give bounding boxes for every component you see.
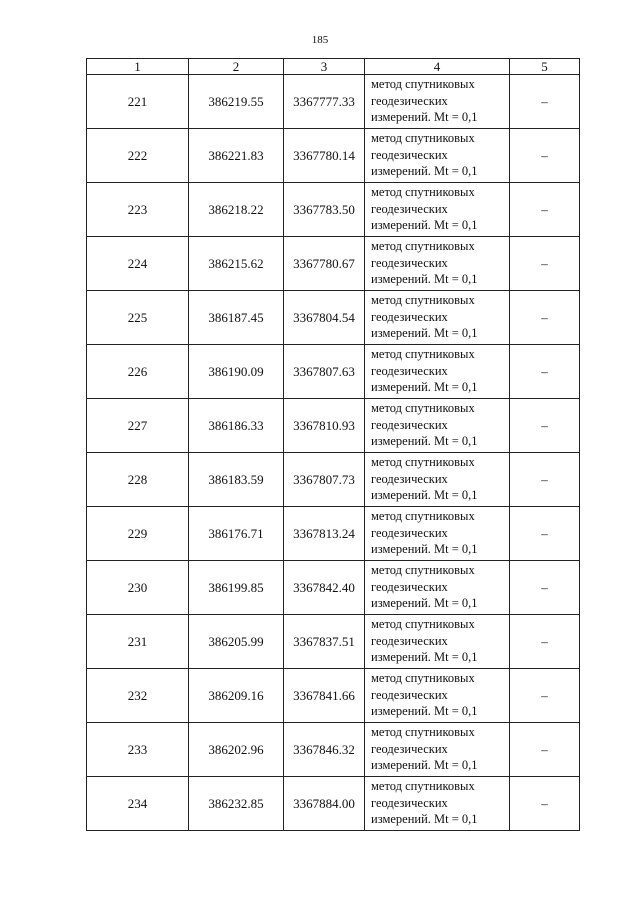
method-line: геодезических xyxy=(371,255,448,270)
method-line: геодезических xyxy=(371,93,448,108)
table-header-row xyxy=(87,59,580,75)
y-coordinate-cell: 3367810.93 xyxy=(284,399,365,453)
table-row xyxy=(87,345,580,399)
method-line: геодезических xyxy=(371,795,448,810)
point-number-cell: 232 xyxy=(87,669,189,723)
x-coordinate-cell: 386205.99 xyxy=(189,615,284,669)
x-coordinate-cell: 386176.71 xyxy=(189,507,284,561)
point-number-cell: 234 xyxy=(87,777,189,831)
point-number-cell: 231 xyxy=(87,615,189,669)
table-row xyxy=(87,615,580,669)
method-cell xyxy=(365,507,510,561)
coordinates-table xyxy=(86,58,580,831)
table-row xyxy=(87,669,580,723)
table-row xyxy=(87,561,580,615)
note-cell: – xyxy=(510,75,580,129)
point-number-cell: 228 xyxy=(87,453,189,507)
note-cell: – xyxy=(510,345,580,399)
y-coordinate-cell: 3367804.54 xyxy=(284,291,365,345)
method-line: метод спутниковых xyxy=(371,401,475,415)
note-cell: – xyxy=(510,129,580,183)
method-line: метод спутниковых xyxy=(371,509,475,523)
method-line: измерений. Mt = 0,1 xyxy=(371,164,478,178)
note-cell: – xyxy=(510,561,580,615)
method-cell xyxy=(365,291,510,345)
column-header-1: 1 xyxy=(87,59,189,75)
method-cell xyxy=(365,723,510,777)
y-coordinate-cell: 3367807.63 xyxy=(284,345,365,399)
method-line: измерений. Mt = 0,1 xyxy=(371,272,478,286)
method-line: геодезических xyxy=(371,579,448,594)
method-cell xyxy=(365,129,510,183)
x-coordinate-cell: 386232.85 xyxy=(189,777,284,831)
method-line: метод спутниковых xyxy=(371,77,475,91)
method-line: метод спутниковых xyxy=(371,779,475,793)
point-number-cell: 225 xyxy=(87,291,189,345)
method-line: геодезических xyxy=(371,363,448,378)
note-cell: – xyxy=(510,777,580,831)
table-row xyxy=(87,723,580,777)
x-coordinate-cell: 386183.59 xyxy=(189,453,284,507)
table-row xyxy=(87,507,580,561)
x-coordinate-cell: 386202.96 xyxy=(189,723,284,777)
method-cell xyxy=(365,399,510,453)
method-line: геодезических xyxy=(371,525,448,540)
y-coordinate-cell: 3367783.50 xyxy=(284,183,365,237)
method-line: измерений. Mt = 0,1 xyxy=(371,542,478,556)
column-header-3: 3 xyxy=(284,59,365,75)
method-line: метод спутниковых xyxy=(371,293,475,307)
note-cell: – xyxy=(510,183,580,237)
note-cell: – xyxy=(510,669,580,723)
y-coordinate-cell: 3367842.40 xyxy=(284,561,365,615)
x-coordinate-cell: 386199.85 xyxy=(189,561,284,615)
point-number-cell: 229 xyxy=(87,507,189,561)
y-coordinate-cell: 3367777.33 xyxy=(284,75,365,129)
note-cell: – xyxy=(510,291,580,345)
note-cell: – xyxy=(510,507,580,561)
y-coordinate-cell: 3367884.00 xyxy=(284,777,365,831)
method-line: геодезических xyxy=(371,471,448,486)
method-line: измерений. Mt = 0,1 xyxy=(371,596,478,610)
point-number-cell: 222 xyxy=(87,129,189,183)
table-row xyxy=(87,183,580,237)
method-line: метод спутниковых xyxy=(371,185,475,199)
y-coordinate-cell: 3367807.73 xyxy=(284,453,365,507)
y-coordinate-cell: 3367841.66 xyxy=(284,669,365,723)
column-header-4: 4 xyxy=(365,59,510,75)
x-coordinate-cell: 386209.16 xyxy=(189,669,284,723)
method-line: измерений. Mt = 0,1 xyxy=(371,110,478,124)
method-cell xyxy=(365,561,510,615)
method-line: метод спутниковых xyxy=(371,455,475,469)
method-cell xyxy=(365,453,510,507)
method-line: измерений. Mt = 0,1 xyxy=(371,380,478,394)
method-cell xyxy=(365,615,510,669)
y-coordinate-cell: 3367780.67 xyxy=(284,237,365,291)
method-line: метод спутниковых xyxy=(371,347,475,361)
method-line: геодезических xyxy=(371,633,448,648)
column-header-5: 5 xyxy=(510,59,580,75)
note-cell: – xyxy=(510,615,580,669)
method-line: геодезических xyxy=(371,147,448,162)
method-cell xyxy=(365,777,510,831)
point-number-cell: 233 xyxy=(87,723,189,777)
method-line: геодезических xyxy=(371,201,448,216)
method-line: измерений. Mt = 0,1 xyxy=(371,488,478,502)
method-cell xyxy=(365,669,510,723)
method-line: метод спутниковых xyxy=(371,563,475,577)
method-line: измерений. Mt = 0,1 xyxy=(371,704,478,718)
x-coordinate-cell: 386187.45 xyxy=(189,291,284,345)
point-number-cell: 224 xyxy=(87,237,189,291)
y-coordinate-cell: 3367846.32 xyxy=(284,723,365,777)
table-row xyxy=(87,399,580,453)
method-cell xyxy=(365,183,510,237)
y-coordinate-cell: 3367780.14 xyxy=(284,129,365,183)
method-line: метод спутниковых xyxy=(371,617,475,631)
point-number-cell: 230 xyxy=(87,561,189,615)
method-cell xyxy=(365,237,510,291)
x-coordinate-cell: 386190.09 xyxy=(189,345,284,399)
point-number-cell: 227 xyxy=(87,399,189,453)
note-cell: – xyxy=(510,723,580,777)
point-number-cell: 223 xyxy=(87,183,189,237)
table-row xyxy=(87,237,580,291)
method-line: метод спутниковых xyxy=(371,239,475,253)
point-number-cell: 226 xyxy=(87,345,189,399)
table-row xyxy=(87,129,580,183)
table-row xyxy=(87,453,580,507)
method-line: измерений. Mt = 0,1 xyxy=(371,812,478,826)
page-number: 185 xyxy=(311,34,329,46)
method-cell xyxy=(365,345,510,399)
table-row xyxy=(87,777,580,831)
method-line: метод спутниковых xyxy=(371,131,475,145)
method-cell xyxy=(365,75,510,129)
method-line: измерений. Mt = 0,1 xyxy=(371,758,478,772)
note-cell: – xyxy=(510,453,580,507)
x-coordinate-cell: 386186.33 xyxy=(189,399,284,453)
method-line: измерений. Mt = 0,1 xyxy=(371,650,478,664)
table-row xyxy=(87,291,580,345)
table-row xyxy=(87,75,580,129)
x-coordinate-cell: 386221.83 xyxy=(189,129,284,183)
method-line: геодезических xyxy=(371,687,448,702)
method-line: геодезических xyxy=(371,417,448,432)
table-body xyxy=(87,75,580,831)
point-number-cell: 221 xyxy=(87,75,189,129)
y-coordinate-cell: 3367837.51 xyxy=(284,615,365,669)
method-line: измерений. Mt = 0,1 xyxy=(371,218,478,232)
method-line: геодезических xyxy=(371,741,448,756)
note-cell: – xyxy=(510,237,580,291)
y-coordinate-cell: 3367813.24 xyxy=(284,507,365,561)
method-line: измерений. Mt = 0,1 xyxy=(371,434,478,448)
note-cell: – xyxy=(510,399,580,453)
method-line: метод спутниковых xyxy=(371,725,475,739)
method-line: метод спутниковых xyxy=(371,671,475,685)
x-coordinate-cell: 386218.22 xyxy=(189,183,284,237)
column-header-2: 2 xyxy=(189,59,284,75)
method-line: геодезических xyxy=(371,309,448,324)
x-coordinate-cell: 386219.55 xyxy=(189,75,284,129)
method-line: измерений. Mt = 0,1 xyxy=(371,326,478,340)
x-coordinate-cell: 386215.62 xyxy=(189,237,284,291)
